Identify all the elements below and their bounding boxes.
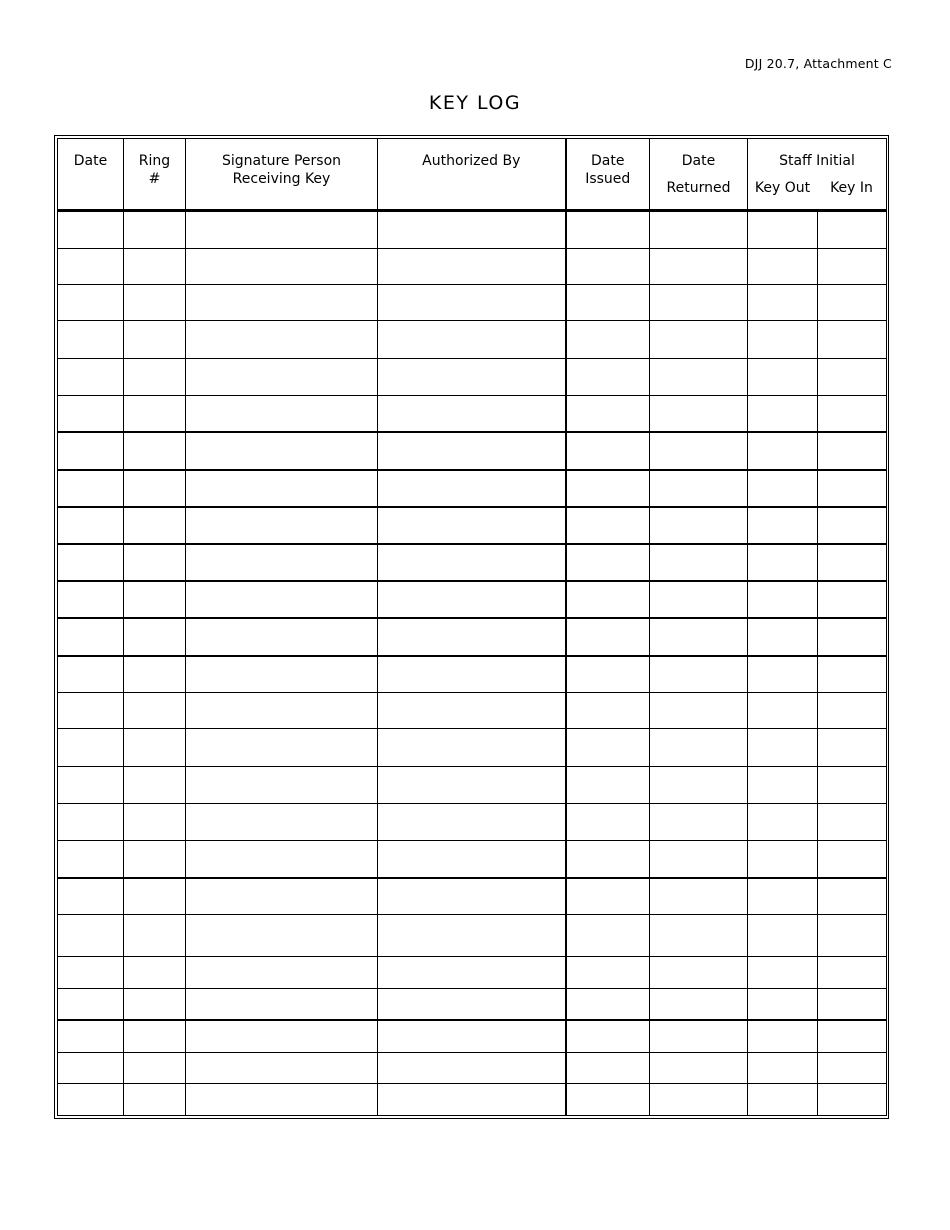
cell-signature[interactable] <box>186 729 378 766</box>
cell-date-issued[interactable] <box>566 358 650 395</box>
cell-authorized-by[interactable] <box>378 840 566 877</box>
cell-date-issued[interactable] <box>566 470 650 507</box>
cell-date-issued[interactable] <box>566 693 650 729</box>
cell-ring-number[interactable] <box>124 432 186 469</box>
cell-date-returned[interactable] <box>650 432 748 469</box>
cell-date-returned[interactable] <box>650 766 748 803</box>
cell-date-returned[interactable] <box>650 656 748 693</box>
table-row <box>58 581 887 618</box>
cell-date-returned[interactable] <box>650 249 748 285</box>
cell-signature[interactable] <box>186 432 378 469</box>
cell-key-in[interactable] <box>818 915 887 956</box>
cell-signature[interactable] <box>186 321 378 358</box>
cell-ring-number[interactable] <box>124 1020 186 1052</box>
header-ring-number: Ring # <box>124 139 186 210</box>
cell-key-in[interactable] <box>818 693 887 729</box>
header-key-in: Key In <box>830 180 873 196</box>
cell-authorized-by[interactable] <box>378 618 566 655</box>
table-row <box>58 729 887 766</box>
table-row <box>58 915 887 956</box>
cell-authorized-by[interactable] <box>378 395 566 432</box>
cell-ring-number[interactable] <box>124 581 186 618</box>
cell-authorized-by[interactable] <box>378 544 566 581</box>
cell-authorized-by[interactable] <box>378 878 566 915</box>
table-row <box>58 618 887 655</box>
cell-ring-number[interactable] <box>124 470 186 507</box>
cell-ring-number[interactable] <box>124 507 186 544</box>
cell-ring-number[interactable] <box>124 544 186 581</box>
cell-key-in[interactable] <box>818 956 887 988</box>
cell-date[interactable] <box>58 1083 124 1115</box>
cell-ring-number[interactable] <box>124 803 186 840</box>
cell-date-issued[interactable] <box>566 1083 650 1115</box>
cell-authorized-by[interactable] <box>378 211 566 248</box>
table-row <box>58 988 887 1020</box>
cell-ring-number[interactable] <box>124 956 186 988</box>
cell-signature[interactable] <box>186 249 378 285</box>
cell-signature[interactable] <box>186 766 378 803</box>
header-authorized-by: Authorized By <box>378 139 566 210</box>
cell-authorized-by[interactable] <box>378 766 566 803</box>
cell-date-issued[interactable] <box>566 618 650 655</box>
cell-key-in[interactable] <box>818 803 887 840</box>
cell-ring-number[interactable] <box>124 915 186 956</box>
cell-key-out[interactable] <box>748 956 818 988</box>
cell-date-returned[interactable] <box>650 840 748 877</box>
cell-ring-number[interactable] <box>124 285 186 321</box>
header-date-issued: Date Issued <box>566 139 650 210</box>
cell-signature[interactable] <box>186 544 378 581</box>
cell-ring-number[interactable] <box>124 1052 186 1083</box>
table-row <box>58 470 887 507</box>
cell-signature[interactable] <box>186 878 378 915</box>
cell-date[interactable] <box>58 693 124 729</box>
cell-date-issued[interactable] <box>566 507 650 544</box>
cell-key-in[interactable] <box>818 321 887 358</box>
cell-signature[interactable] <box>186 803 378 840</box>
cell-date-issued[interactable] <box>566 878 650 915</box>
table-row <box>58 956 887 988</box>
cell-date-returned[interactable] <box>650 321 748 358</box>
cell-key-out[interactable] <box>748 211 818 248</box>
cell-key-out[interactable] <box>748 1020 818 1052</box>
cell-key-in[interactable] <box>818 618 887 655</box>
table-row <box>58 285 887 321</box>
header-date: Date <box>58 139 124 210</box>
cell-key-in[interactable] <box>818 432 887 469</box>
cell-key-in[interactable] <box>818 581 887 618</box>
cell-key-out[interactable] <box>748 1083 818 1115</box>
cell-date[interactable] <box>58 285 124 321</box>
table-row <box>58 766 887 803</box>
cell-authorized-by[interactable] <box>378 285 566 321</box>
cell-key-in[interactable] <box>818 656 887 693</box>
cell-key-in[interactable] <box>818 285 887 321</box>
cell-date-issued[interactable] <box>566 1020 650 1052</box>
cell-date[interactable] <box>58 1020 124 1052</box>
cell-date[interactable] <box>58 544 124 581</box>
cell-authorized-by[interactable] <box>378 656 566 693</box>
table-row <box>58 358 887 395</box>
cell-key-in[interactable] <box>818 358 887 395</box>
cell-signature[interactable] <box>186 1052 378 1083</box>
cell-date-returned[interactable] <box>650 211 748 248</box>
table-row <box>58 840 887 877</box>
cell-date-issued[interactable] <box>566 988 650 1020</box>
cell-key-out[interactable] <box>748 285 818 321</box>
cell-signature[interactable] <box>186 693 378 729</box>
cell-date-returned[interactable] <box>650 988 748 1020</box>
cell-authorized-by[interactable] <box>378 915 566 956</box>
cell-authorized-by[interactable] <box>378 1020 566 1052</box>
cell-signature[interactable] <box>186 915 378 956</box>
cell-ring-number[interactable] <box>124 988 186 1020</box>
cell-signature[interactable] <box>186 285 378 321</box>
cell-key-out[interactable] <box>748 470 818 507</box>
cell-date[interactable] <box>58 840 124 877</box>
table-header-row <box>58 139 887 210</box>
cell-date[interactable] <box>58 321 124 358</box>
cell-date-issued[interactable] <box>566 766 650 803</box>
cell-key-in[interactable] <box>818 1020 887 1052</box>
cell-signature[interactable] <box>186 656 378 693</box>
cell-signature[interactable] <box>186 1020 378 1052</box>
cell-date-issued[interactable] <box>566 915 650 956</box>
cell-ring-number[interactable] <box>124 729 186 766</box>
cell-key-out[interactable] <box>748 988 818 1020</box>
table-row <box>58 1020 887 1052</box>
cell-key-out[interactable] <box>748 432 818 469</box>
cell-signature[interactable] <box>186 840 378 877</box>
cell-authorized-by[interactable] <box>378 581 566 618</box>
cell-date-issued[interactable] <box>566 321 650 358</box>
cell-date-returned[interactable] <box>650 581 748 618</box>
cell-key-out[interactable] <box>748 395 818 432</box>
cell-authorized-by[interactable] <box>378 432 566 469</box>
cell-authorized-by[interactable] <box>378 988 566 1020</box>
cell-key-out[interactable] <box>748 656 818 693</box>
table-row <box>58 878 887 915</box>
cell-authorized-by[interactable] <box>378 729 566 766</box>
cell-key-in[interactable] <box>818 766 887 803</box>
page-title: KEY LOG <box>428 92 522 114</box>
cell-key-in[interactable] <box>818 878 887 915</box>
cell-key-in[interactable] <box>818 470 887 507</box>
table-row <box>58 211 887 248</box>
cell-authorized-by[interactable] <box>378 249 566 285</box>
cell-date[interactable] <box>58 432 124 469</box>
cell-signature[interactable] <box>186 988 378 1020</box>
cell-date[interactable] <box>58 766 124 803</box>
cell-date-returned[interactable] <box>650 507 748 544</box>
cell-ring-number[interactable] <box>124 249 186 285</box>
cell-date[interactable] <box>58 915 124 956</box>
table-row <box>58 544 887 581</box>
cell-key-out[interactable] <box>748 544 818 581</box>
cell-key-in[interactable] <box>818 211 887 248</box>
cell-key-out[interactable] <box>748 249 818 285</box>
document-reference: DJJ 20.7, Attachment C <box>744 56 892 71</box>
cell-key-out[interactable] <box>748 878 818 915</box>
cell-key-in[interactable] <box>818 988 887 1020</box>
cell-date-returned[interactable] <box>650 1020 748 1052</box>
table-row <box>58 507 887 544</box>
cell-ring-number[interactable] <box>124 358 186 395</box>
cell-ring-number[interactable] <box>124 840 186 877</box>
cell-date-issued[interactable] <box>566 1052 650 1083</box>
cell-date-returned[interactable] <box>650 956 748 988</box>
cell-key-in[interactable] <box>818 729 887 766</box>
cell-date-returned[interactable] <box>650 915 748 956</box>
cell-date-issued[interactable] <box>566 544 650 581</box>
cell-date[interactable] <box>58 988 124 1020</box>
cell-date[interactable] <box>58 395 124 432</box>
cell-key-out[interactable] <box>748 507 818 544</box>
table-row <box>58 432 887 469</box>
table-row <box>58 321 887 358</box>
cell-key-out[interactable] <box>748 321 818 358</box>
cell-signature[interactable] <box>186 211 378 248</box>
cell-key-in[interactable] <box>818 544 887 581</box>
cell-key-in[interactable] <box>818 1083 887 1115</box>
cell-signature[interactable] <box>186 507 378 544</box>
cell-authorized-by[interactable] <box>378 803 566 840</box>
cell-date-issued[interactable] <box>566 803 650 840</box>
cell-date-returned[interactable] <box>650 878 748 915</box>
cell-key-in[interactable] <box>818 507 887 544</box>
cell-date-issued[interactable] <box>566 211 650 248</box>
cell-key-out[interactable] <box>748 729 818 766</box>
cell-date-issued[interactable] <box>566 581 650 618</box>
cell-signature[interactable] <box>186 618 378 655</box>
cell-key-in[interactable] <box>818 840 887 877</box>
cell-date-returned[interactable] <box>650 618 748 655</box>
cell-date[interactable] <box>58 358 124 395</box>
cell-date[interactable] <box>58 803 124 840</box>
cell-date-returned[interactable] <box>650 1052 748 1083</box>
table-row <box>58 1052 887 1083</box>
cell-ring-number[interactable] <box>124 395 186 432</box>
cell-signature[interactable] <box>186 1083 378 1115</box>
cell-date[interactable] <box>58 470 124 507</box>
cell-authorized-by[interactable] <box>378 956 566 988</box>
cell-date-issued[interactable] <box>566 956 650 988</box>
header-staff-initial: Staff Initial Key Out Key In <box>748 139 887 210</box>
cell-date-issued[interactable] <box>566 285 650 321</box>
cell-date[interactable] <box>58 581 124 618</box>
cell-date[interactable] <box>58 211 124 248</box>
cell-authorized-by[interactable] <box>378 1083 566 1115</box>
cell-ring-number[interactable] <box>124 321 186 358</box>
cell-date-returned[interactable] <box>650 544 748 581</box>
cell-date-issued[interactable] <box>566 729 650 766</box>
cell-date[interactable] <box>58 729 124 766</box>
cell-key-out[interactable] <box>748 693 818 729</box>
cell-authorized-by[interactable] <box>378 1052 566 1083</box>
cell-key-out[interactable] <box>748 915 818 956</box>
cell-ring-number[interactable] <box>124 1083 186 1115</box>
cell-date[interactable] <box>58 249 124 285</box>
cell-date[interactable] <box>58 656 124 693</box>
cell-date-returned[interactable] <box>650 803 748 840</box>
header-date-returned: Date Returned <box>650 139 748 210</box>
cell-date-issued[interactable] <box>566 656 650 693</box>
header-signature: Signature Person Receiving Key <box>186 139 378 210</box>
cell-date[interactable] <box>58 507 124 544</box>
cell-signature[interactable] <box>186 581 378 618</box>
key-log-table-frame <box>54 135 889 1119</box>
cell-date-returned[interactable] <box>650 1083 748 1115</box>
cell-ring-number[interactable] <box>124 618 186 655</box>
table-row <box>58 656 887 693</box>
cell-date-issued[interactable] <box>566 249 650 285</box>
cell-date[interactable] <box>58 878 124 915</box>
cell-authorized-by[interactable] <box>378 693 566 729</box>
cell-ring-number[interactable] <box>124 211 186 248</box>
cell-key-out[interactable] <box>748 358 818 395</box>
cell-key-out[interactable] <box>748 1052 818 1083</box>
cell-date[interactable] <box>58 956 124 988</box>
key-log-table <box>57 138 887 1116</box>
cell-key-in[interactable] <box>818 1052 887 1083</box>
cell-date[interactable] <box>58 618 124 655</box>
cell-date-returned[interactable] <box>650 470 748 507</box>
table-row <box>58 395 887 432</box>
cell-key-out[interactable] <box>748 581 818 618</box>
header-key-out: Key Out <box>754 180 811 196</box>
table-row <box>58 693 887 729</box>
table-row <box>58 803 887 840</box>
cell-authorized-by[interactable] <box>378 507 566 544</box>
cell-key-out[interactable] <box>748 803 818 840</box>
cell-key-out[interactable] <box>748 618 818 655</box>
cell-signature[interactable] <box>186 358 378 395</box>
cell-key-out[interactable] <box>748 840 818 877</box>
cell-date-returned[interactable] <box>650 358 748 395</box>
cell-authorized-by[interactable] <box>378 321 566 358</box>
table-row <box>58 1083 887 1115</box>
cell-date-issued[interactable] <box>566 395 650 432</box>
table-row <box>58 249 887 285</box>
cell-date-returned[interactable] <box>650 693 748 729</box>
cell-authorized-by[interactable] <box>378 358 566 395</box>
cell-signature[interactable] <box>186 470 378 507</box>
cell-signature[interactable] <box>186 956 378 988</box>
cell-signature[interactable] <box>186 395 378 432</box>
cell-date-returned[interactable] <box>650 395 748 432</box>
cell-ring-number[interactable] <box>124 878 186 915</box>
cell-ring-number[interactable] <box>124 693 186 729</box>
cell-date-returned[interactable] <box>650 729 748 766</box>
cell-date-returned[interactable] <box>650 285 748 321</box>
cell-ring-number[interactable] <box>124 766 186 803</box>
cell-date-issued[interactable] <box>566 840 650 877</box>
cell-date-issued[interactable] <box>566 432 650 469</box>
cell-key-in[interactable] <box>818 395 887 432</box>
cell-key-in[interactable] <box>818 249 887 285</box>
cell-date[interactable] <box>58 1052 124 1083</box>
cell-ring-number[interactable] <box>124 656 186 693</box>
cell-authorized-by[interactable] <box>378 470 566 507</box>
cell-key-out[interactable] <box>748 766 818 803</box>
